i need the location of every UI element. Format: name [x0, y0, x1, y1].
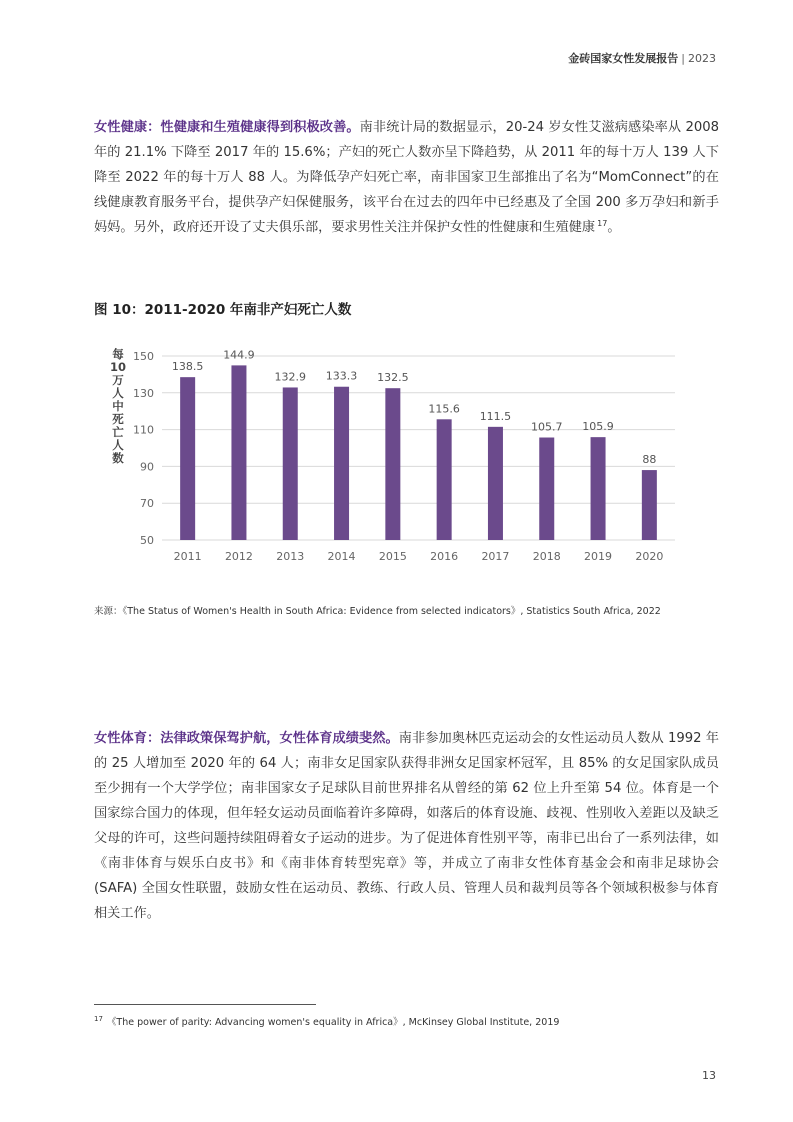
maternal-deaths-chart [100, 338, 700, 578]
paragraph-lead: 女性体育：法律政策保驾护航，女性体育成绩斐然。 [94, 731, 399, 746]
x-tick-label: 2011 [173, 550, 202, 563]
y-tick-label: 70 [140, 497, 154, 511]
y-axis-label-char: 人 [112, 386, 124, 400]
chart-svg [100, 338, 700, 578]
footnote [94, 1014, 559, 1028]
data-label: 105.7 [531, 420, 563, 434]
y-axis-label-char: 亡 [112, 425, 124, 439]
report-year: 2023 [688, 52, 716, 65]
footnote-text: 《The power of parity: Advancing women's equality in Africa》, McKinsey Global Institute, 2019 [106, 1017, 560, 1028]
bar-2017 [488, 427, 503, 540]
bar-2011 [180, 377, 195, 540]
data-label: 132.5 [377, 371, 409, 385]
paragraph-lead: 女性健康：性健康和生殖健康得到积极改善。 [94, 120, 360, 135]
y-tick-label: 130 [133, 386, 154, 400]
data-label: 111.5 [479, 409, 512, 423]
bar-2015 [385, 388, 400, 540]
x-tick-label: 2018 [532, 550, 561, 563]
paragraph-end: 。 [607, 220, 621, 235]
y-axis-label-char: 万 [112, 373, 124, 387]
x-tick-label: 2013 [276, 550, 305, 563]
footnote-ref[interactable]: 17 [597, 218, 608, 228]
data-label: 88 [642, 453, 657, 467]
x-tick-label: 2020 [635, 550, 664, 563]
y-tick-label: 110 [133, 423, 154, 437]
report-title: 金砖国家女性发展报告 [568, 52, 679, 65]
bar-2019 [591, 437, 606, 540]
bar-2013 [283, 387, 298, 540]
paragraph-womens-sports [94, 726, 719, 926]
data-label: 133.3 [325, 369, 358, 383]
page-header [568, 50, 716, 66]
x-tick-label: 2016 [430, 550, 459, 563]
x-tick-label: 2014 [327, 550, 356, 563]
y-tick-label: 150 [133, 350, 154, 363]
y-axis-label-char: 死 [112, 412, 124, 426]
y-tick-label: 50 [140, 534, 154, 547]
bar-2016 [437, 419, 452, 540]
data-label: 132.9 [274, 370, 306, 384]
footnote-number: 17 [94, 1014, 103, 1023]
paragraph-womens-health [94, 115, 719, 240]
data-label: 105.9 [582, 420, 614, 434]
x-tick-label: 2019 [584, 550, 613, 563]
footnote-divider [94, 1004, 316, 1005]
bar-2014 [334, 387, 349, 540]
paragraph-body: 南非统计局的数据显示，20-24 岁女性艾滋病感染率从 2008 年的 21.1% 下降至 2017 年的 15.6%；产妇的死亡人数亦呈下降趋势，从 2011 年的每十万人 139 人下降至 2022 年的每十万人 88 人。为降低孕产妇死亡率，南非国家卫生部推出了名为“MomConnect”的在线健康教育服务平台，提供孕产妇保健服务，该平台在过去的四年中已经惠及了全国 200 多万孕妇和新手妈妈。另外，政府还开设了丈夫俱乐部，要求男性关注并保护女性的性健康和生殖健康 [94, 120, 720, 235]
header-separator: | [681, 52, 685, 65]
x-tick-label: 2015 [378, 550, 407, 563]
bar-2012 [231, 365, 246, 540]
figure-title: 图 10：2011-2020 年南非产妇死亡人数 [94, 302, 352, 318]
bar-2020 [642, 470, 657, 540]
x-tick-label: 2012 [224, 550, 253, 563]
bar-2018 [539, 438, 554, 540]
figure-source: 来源：《The Status of Women's Health in South Africa: Evidence from selected indicators》, Statistics South Africa, 2022 [94, 606, 661, 617]
page-number: 13 [702, 1069, 716, 1082]
y-axis-label-char: 数 [112, 451, 124, 465]
data-label: 115.6 [428, 402, 460, 416]
y-axis-label-char: 中 [112, 399, 124, 413]
y-tick-label: 90 [140, 460, 154, 474]
y-axis-label-char: 每 [112, 347, 124, 361]
data-label: 138.5 [171, 360, 204, 374]
paragraph-body: 南非参加奥林匹克运动会的女性运动员人数从 1992 年的 25 人增加至 2020 年的 64 人；南非女足国家队获得非洲女足国家杯冠军，且 85% 的女足国家队成员至少拥有一个大学学位；南非国家女子足球队目前世界排名从曾经的第 62 位上升至第 54 位。体育是一个国家综合国力的体现，但年轻女运动员面临着许多障碍，如落后的体育设施、歧视、性别收入差距以及缺乏父母的许可，这些问题持续阻碍着女子运动的进步。为了促进体育性别平等，南非已出台了一系列法律，如《南非体育与娱乐白皮书》和《南非体育转型宪章》等，并成立了南非女性体育基金会和南非足球协会 (SAFA) 全国女性联盟，鼓励女性在运动员、教练、行政人员、管理人员和裁判员等各个领域积极参与体育相关工作。 [94, 731, 719, 921]
y-axis-label-char: 人 [112, 438, 124, 452]
y-axis-label-char: 10 [109, 360, 126, 374]
x-tick-label: 2017 [481, 550, 510, 563]
data-label: 144.9 [223, 348, 255, 362]
